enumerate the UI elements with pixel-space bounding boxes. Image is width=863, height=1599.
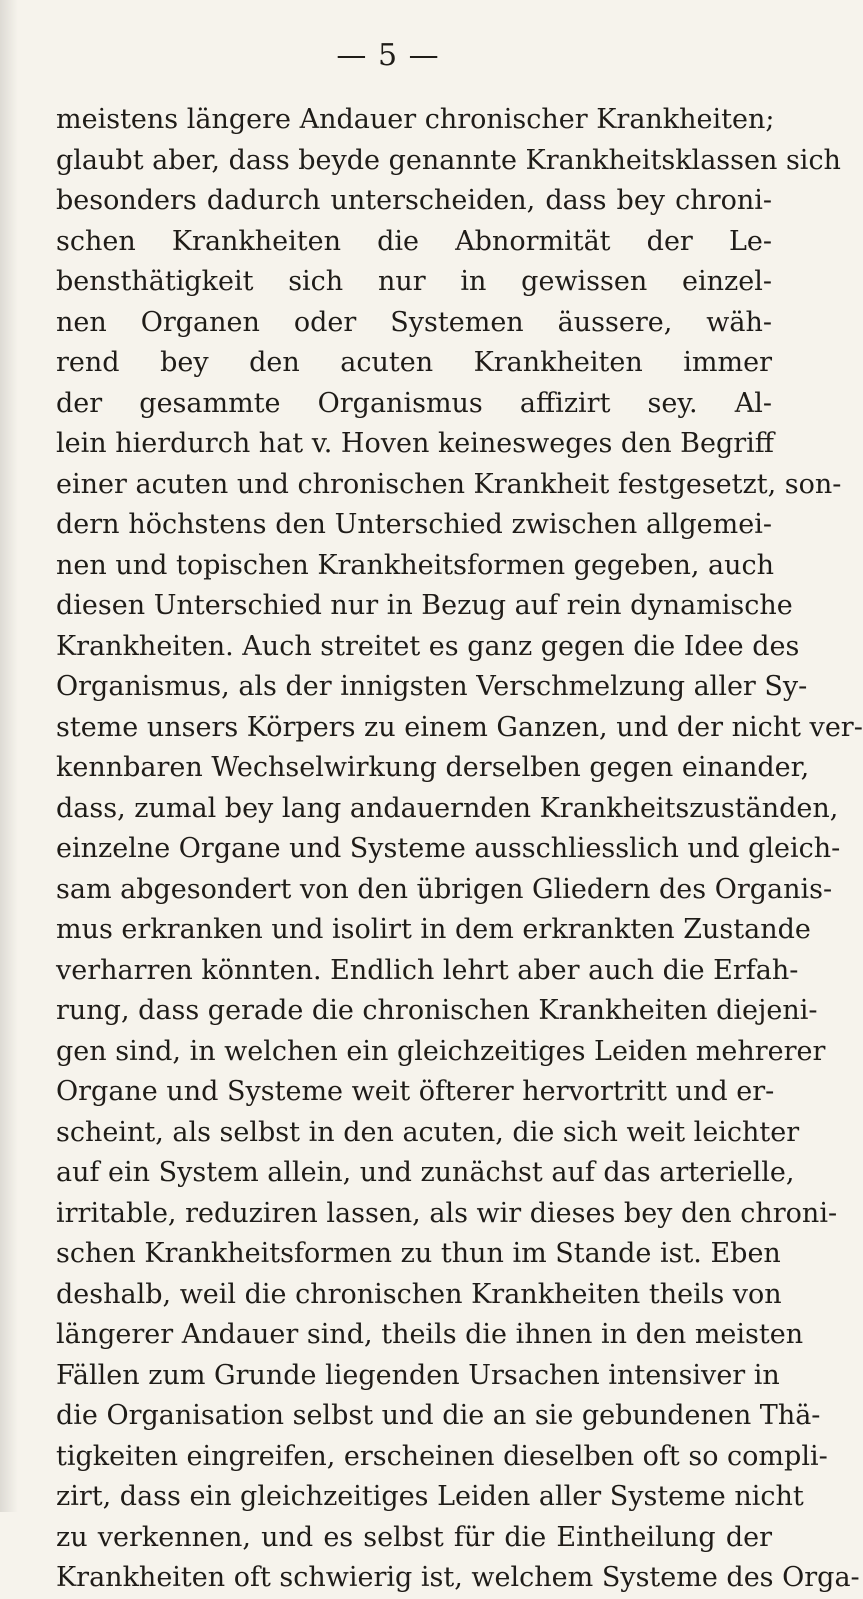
text-line: schen Krankheiten die Abnormität der Le- — [56, 225, 772, 257]
text-line: die Organisation selbst und die an sie gebundenen Thä- — [56, 1400, 821, 1431]
text-line: lein hierdurch hat v. Hoven keinesweges den Begriff — [56, 428, 774, 459]
text-line: verharren könnten. Endlich lehrt aber auch die Erfah- — [56, 954, 799, 986]
text-line: der gesammte Organismus affizirt sey. Al- — [56, 387, 772, 419]
text-line: mus erkranken und isolirt in dem erkrankten Zustande — [56, 914, 811, 945]
text-line: zu verkennen, und es selbst für die Eintheilung der — [56, 1521, 772, 1553]
text-line: Fällen zum Grunde liegenden Ursachen intensiver in — [56, 1359, 780, 1391]
page-number: — 5 — — [336, 38, 440, 73]
text-line: Krankheiten oft schwierig ist, welchem Systeme des Orga- — [56, 1562, 860, 1593]
text-line: steme unsers Körpers zu einem Ganzen, und der nicht ver- — [56, 711, 863, 743]
text-line: Organe und Systeme weit öfterer hervortritt und er- — [56, 1076, 775, 1107]
text-line: diesen Unterschied nur in Bezug auf rein dynamische — [56, 590, 793, 621]
text-line: besonders dadurch unterscheiden, dass bey chroni- — [56, 185, 772, 216]
text-line: dass, zumal bey lang andauernden Krankheitszuständen, — [56, 792, 839, 824]
text-line: bensthätigkeit sich nur in gewissen einzel- — [56, 266, 772, 297]
text-line: tigkeiten eingreifen, erscheinen dieselben oft so compli- — [56, 1440, 828, 1472]
text-line: schen Krankheitsformen zu thun im Stande ist. Eben — [56, 1238, 781, 1269]
text-line: sam abgesondert von den übrigen Gliedern des Organis- — [56, 873, 833, 905]
text-line: Krankheiten. Auch streitet es ganz gegen die Idee des — [56, 630, 800, 662]
text-line: scheint, als selbst in den acuten, die sich weit leichter — [56, 1116, 800, 1148]
text-line: irritable, reduziren lassen, als wir dieses bey den chroni- — [56, 1197, 838, 1229]
text-line: längerer Andauer sind, theils die ihnen in den meisten — [56, 1319, 804, 1350]
text-line: gen sind, in welchen ein gleichzeitiges Leiden mehrerer — [56, 1035, 826, 1067]
text-line: kennbaren Wechselwirkung derselben gegen einander, — [56, 752, 810, 783]
text-line: glaubt aber, dass beyde genannte Krankheitsklassen sich — [56, 144, 841, 176]
text-line: meistens längere Andauer chronischer Krankheiten; — [56, 104, 775, 135]
text-line: rend bey den acuten Krankheiten immer — [56, 347, 772, 378]
body-text — [56, 100, 863, 1599]
text-line: nen und topischen Krankheitsformen gegeben, auch — [56, 549, 775, 581]
text-line: zirt, dass ein gleichzeitiges Leiden aller Systeme nicht — [56, 1481, 804, 1512]
text-line: Organismus, als der innigsten Verschmelzung aller Sy- — [56, 671, 808, 702]
text-line: einer acuten und chronischen Krankheit festgesetzt, son- — [56, 468, 842, 500]
text-line: deshalb, weil die chronischen Krankheiten theils von — [56, 1278, 782, 1310]
text-line: auf ein System allein, und zunächst auf das arterielle, — [56, 1157, 795, 1188]
text-line: dern höchstens den Unterschied zwischen allgemei- — [56, 509, 772, 540]
page-gutter-shadow — [0, 0, 18, 1512]
text-line: nen Organen oder Systemen äussere, wäh- — [56, 306, 772, 338]
text-line: einzelne Organe und Systeme ausschliesslich und gleich- — [56, 833, 841, 864]
text-line: rung, dass gerade die chronischen Krankheiten diejeni- — [56, 995, 818, 1026]
